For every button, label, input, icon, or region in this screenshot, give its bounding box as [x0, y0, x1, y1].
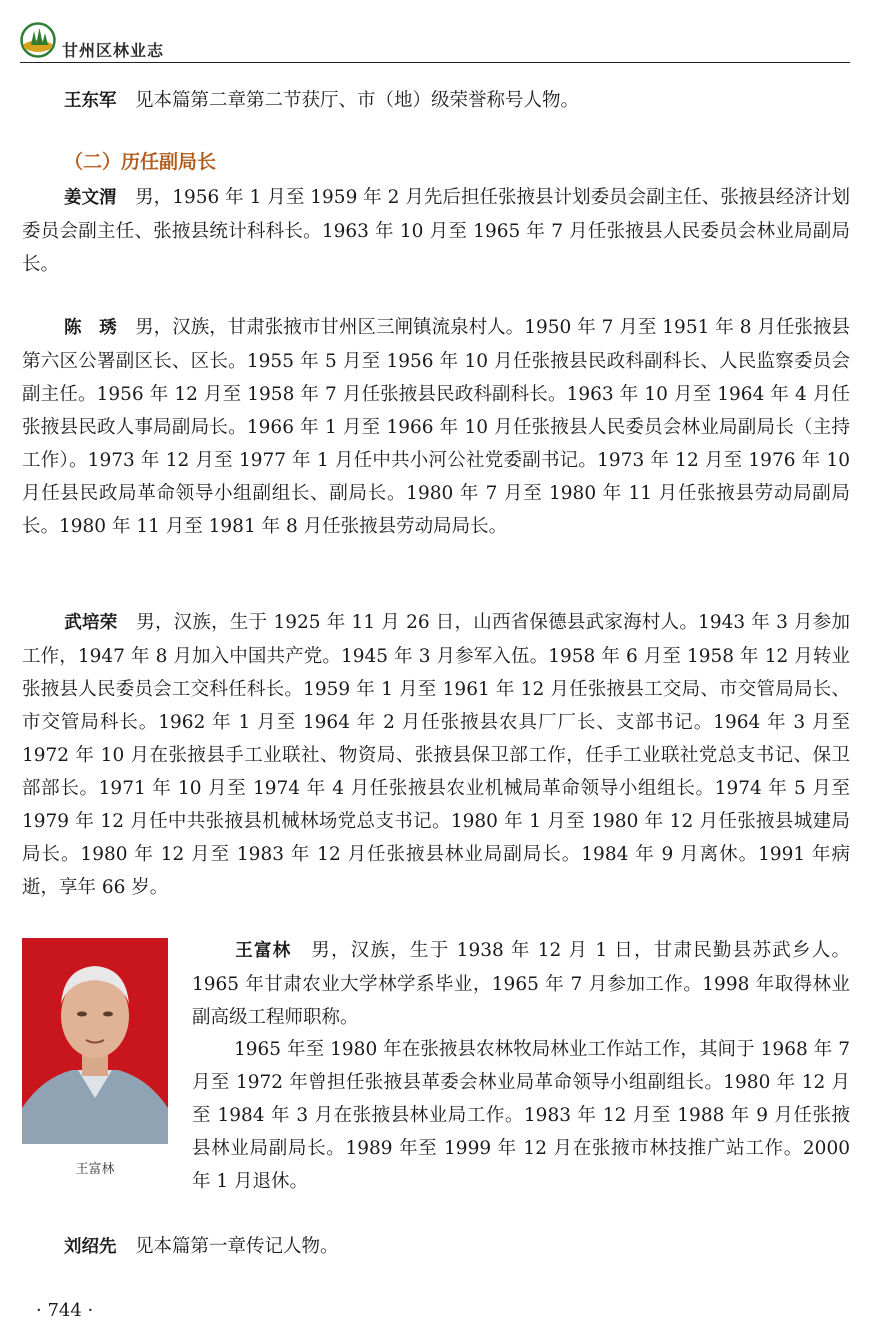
paragraph-text: 见本篇第一章传记人物。: [135, 1236, 339, 1257]
section-title: （二）历任副局长: [64, 151, 217, 173]
person-name: 王东军: [64, 91, 117, 111]
portrait-image: [22, 938, 168, 1144]
paragraph-wang-dongjun: [22, 84, 850, 118]
portrait-photo: [22, 938, 168, 1144]
person-name: 武培荣: [64, 613, 118, 633]
paragraph-text: 男，汉族，甘肃张掖市甘州区三闸镇流泉村人。1950 年 7 月至 1951 年 8 月任张掖县第六区公署副区长、区长。1955 年 5 月至 1956 年 10 月任张掖县民政科副科长、人民监察委员会副主任。1956 年 12 月至 1958 年 7 月任张掖县民政科副科长。1963 年 10 月至 1964 年 4 月任张掖县民政人事局副局长。1966 年 1 月至 1966 年 10 月任张掖县人民委员会林业局副局长（主持工作）。1973 年 12 月至 1977 年 1 月任中共小河公社党委副书记。1973 年 12 月至 1976 年 10 月任县民政局革命领导小组副组长、副局长。1980 年 7 月至 1980 年 11 月任张掖县劳动局副局长。1980 年 11 月至 1981 年 8 月任张掖县劳动局局长。: [22, 317, 850, 537]
person-name: 刘绍先: [64, 1237, 117, 1257]
paragraph-text: 男，汉族，生于 1938 年 12 月 1 日，甘肃民勤县苏武乡人。1965 年甘肃农业大学林学系毕业，1965 年 7 月参加工作。1998 年取得林业副高级工程师职称。: [192, 940, 850, 1028]
person-name: 王富林: [234, 941, 292, 961]
header-rule: [20, 62, 850, 63]
paragraph-wu-peirong: [22, 606, 850, 904]
person-name: 姜文渭: [64, 188, 117, 208]
page-number: · 744 ·: [36, 1300, 94, 1321]
paragraph-chen-xiu: [22, 311, 850, 543]
paragraph-wang-fulin-2: [192, 1033, 850, 1198]
photo-caption: 王富林: [75, 1162, 115, 1177]
paragraph-wang-fulin: [192, 934, 850, 1034]
paragraph-text: 男，汉族，生于 1925 年 11 月 26 日，山西省保德县武家海村人。1943 年 3 月参加工作，1947 年 8 月加入中国共产党。1945 年 3 月参军入伍。1958 年 6 月至 1958 年 12 月转业张掖县人民委员会工交科任科长。1959 年 1 月至 1961 年 12 月任张掖县工交局、市交管局局长、市交管局科长。1962 年 1 月至 1964 年 2 月任张掖县农具厂厂长、支部书记。1964 年 3 月至 1972 年 10 月在张掖县手工业联社、物资局、张掖县保卫部工作，任手工业联社党总支书记、保卫部部长。1971 年 10 月至 1974 年 4 月任张掖县农业机械局革命领导小组组长。1974 年 5 月至 1979 年 12 月任中共张掖县机械林场党总支书记。1980 年 1 月至 1980 年 12 月任张掖县城建局局长。1980 年 12 月至 1983 年 12 月任张掖县林业局副局长。1984 年 9 月离休。1991 年病逝，享年 66 岁。: [22, 612, 850, 898]
paragraph-liu-shaoxian: [22, 1230, 850, 1264]
person-name: 陈 琇: [64, 318, 117, 338]
page-header: [20, 22, 850, 64]
forest-logo-icon: [20, 22, 56, 58]
paragraph-text: 男，1956 年 1 月至 1959 年 2 月先后担任张掖县计划委员会副主任、张掖县经济计划委员会副主任、张掖县统计科科长。1963 年 10 月至 1965 年 7 月任张掖县人民委员会林业局副局长。: [22, 187, 850, 275]
paragraph-jiang-wenwei: [22, 181, 850, 281]
book-title: 甘州区林业志: [62, 41, 165, 60]
paragraph-text: 1965 年至 1980 年在张掖县农林牧局林业工作站工作，其间于 1968 年 7 月至 1972 年曾担任张掖县革委会林业局革命领导小组副组长。1980 年 12 月至 1984 年 3 月在张掖县林业局工作。1983 年 12 月至 1988 年 9 月任张掖县林业局副局长。1989 年至 1999 年 12 月在张掖市林技推广站工作。2000 年 1 月退休。: [192, 1039, 850, 1192]
paragraph-text: 见本篇第二章第二节获厅、市（地）级荣誉称号人物。: [135, 90, 580, 111]
